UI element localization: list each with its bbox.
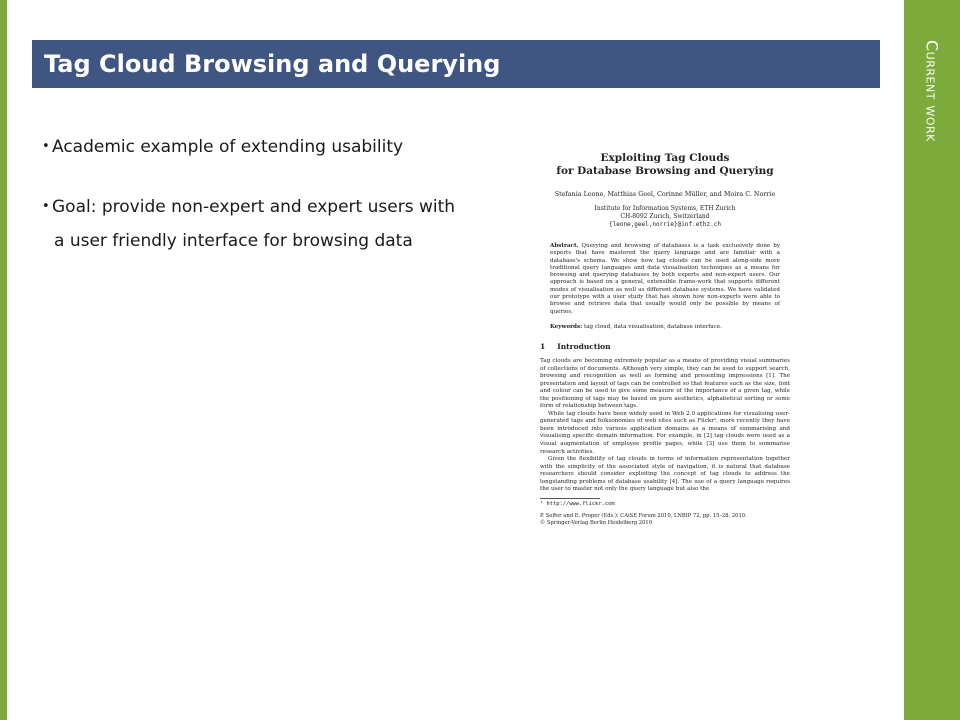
- paper-publication-info: [540, 513, 790, 527]
- publication-line: P. Soffer and E. Proper (Eds.): CAiSE Forum 2010, LNBIP 72, pp. 15–28, 2010.: [540, 512, 747, 519]
- abstract-text: Querying and browsing of databases is a task exclusively done by experts that have mastered the query language and are familiar with a database's schema. We show how tag clouds can be used along-side more traditional query languages and data visualisation techniques as a means for browsing and querying databases by both experts and non-expert users. Our approach is based on a general, extensible frame-work that supports different modes of visualisation as well as different database systems. We have validated our prototype with a user study that has shown how non-experts were able to browse and retrieve data that usually would only be possible by means of queries.: [550, 243, 780, 315]
- affiliation-line: CH-8092 Zurich, Switzerland: [620, 213, 710, 220]
- section-side-label: Current work: [922, 40, 942, 142]
- body-paragraph: Given the flexibility of tag clouds in terms of information representation together with the simplicity of the associated style of navigation, it is natural that database researchers should consider exploiting the concept of tag clouds to address the longstanding problems of database usability [4]. The use of a query language requires the user to master not only the query language but also the: [540, 456, 790, 493]
- body-paragraph: Tag clouds are becoming extremely popular as a means of providing visual summaries of collections of documents. Although very simple, they can be used to support search, browsing and recognition as well as forming and presenting impressions [1]. The presentation and layout of tags can be controlled so that features such as the size, font and colour can be used to give some measure of the importance of a given tag, while the positioning of tags may be based on pure aesthetics, alphabetical sorting or some form of relationship between tags.: [540, 357, 790, 410]
- keywords-label: Keywords:: [550, 323, 583, 330]
- paper-title-line: Exploiting Tag Clouds: [600, 152, 730, 164]
- paper-affiliation: [540, 205, 790, 229]
- body-paragraph: While tag clouds have been widely used in Web 2.0 applications for visualising user-generated tags and folksonomies of web sites such as Flickr¹, more recently they have been introduced into various application domains as a means of summarising and visualising specific domain information. For example, in [2] tag clouds were used as a visual augmentation of employee profile pages, while [3] use them to summarise research activities.: [540, 410, 790, 455]
- paper-keywords: [550, 324, 780, 330]
- slide-title: Tag Cloud Browsing and Querying: [44, 50, 501, 78]
- section-number: 1: [540, 341, 546, 351]
- paper-title: [540, 152, 790, 178]
- paper-abstract: [550, 243, 780, 316]
- abstract-label: Abstract.: [550, 243, 579, 249]
- bullet-item: • Academic example of extending usability: [44, 130, 524, 164]
- section-title: Introduction: [557, 341, 611, 351]
- bullet-list: [44, 130, 524, 258]
- bullet-item: • Goal: provide non-expert and expert users with: [44, 190, 524, 224]
- paper-body: [540, 358, 790, 494]
- paper-authors: Stefania Leone, Matthias Geel, Corinne Müller, and Moira C. Norrie: [554, 190, 776, 198]
- bullet-continuation: a user friendly interface for browsing data: [54, 231, 413, 251]
- paper-thumbnail: [540, 150, 790, 620]
- affiliation-line: Institute for Information Systems, ETH Zurich: [594, 205, 736, 212]
- left-accent-bar: [0, 0, 7, 720]
- slide-title-bar: [32, 40, 880, 88]
- paper-footnote: ¹ http://www.flickr.com: [540, 500, 615, 507]
- publication-line: © Springer-Verlag Berlin Heidelberg 2010: [540, 519, 652, 526]
- paper-title-line: for Database Browsing and Querying: [556, 165, 774, 177]
- paper-section-heading: [540, 342, 790, 351]
- affiliation-email: {leone,geel,norrie}@inf.ethz.ch: [609, 221, 721, 228]
- footnote-rule: [540, 498, 600, 499]
- keywords-text: tag cloud, data visualisation, database interface.: [583, 323, 722, 330]
